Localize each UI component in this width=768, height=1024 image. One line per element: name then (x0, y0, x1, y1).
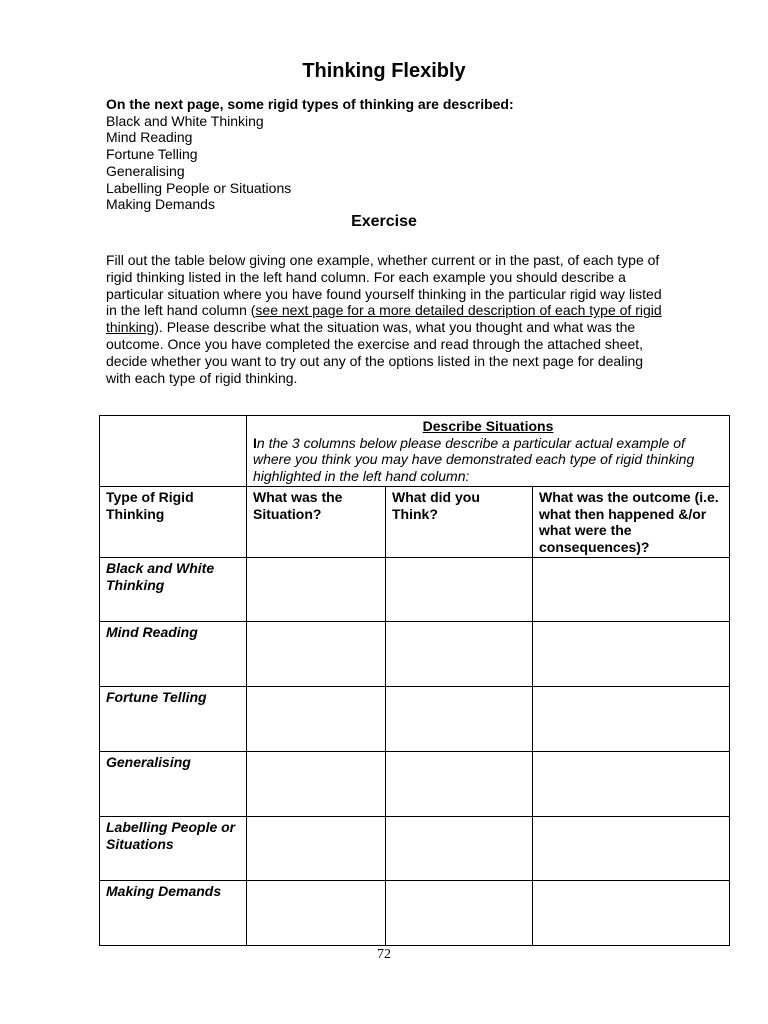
situation-cell[interactable] (247, 622, 386, 687)
instructions-text: ). Please describe what the situation was, what you thought and what was the outcome. Once you have completed the exercise and read through the attached sheet, decide whether you want to try out any of the options listed in the next page for dealing with each type of rigid thinking. (106, 319, 644, 386)
think-cell[interactable] (386, 817, 533, 881)
think-cell[interactable] (386, 752, 533, 817)
header-type: Type of Rigid Thinking (100, 487, 247, 558)
row-label: Generalising (100, 752, 247, 817)
think-cell[interactable] (386, 687, 533, 752)
next-page-reference: see next page for a more detailed description of each type of rigid thinking (106, 302, 662, 336)
outcome-cell[interactable] (533, 687, 730, 752)
row-label: Black and White Thinking (100, 558, 247, 622)
situation-cell[interactable] (247, 687, 386, 752)
think-cell[interactable] (386, 622, 533, 687)
situation-cell[interactable] (247, 881, 386, 946)
describe-body: n the 3 columns below please describe a particular actual example of where you think you may have demonstrated each type of rigid thinking highlighted in the left hand column: (253, 434, 695, 484)
outcome-cell[interactable] (533, 817, 730, 881)
describe-situations-title: Describe Situations (422, 418, 554, 434)
table-row (100, 687, 730, 752)
table-row (100, 558, 730, 622)
header-think: What did you Think? (386, 487, 533, 558)
intro-lead: On the next page, some rigid types of thinking are described: (106, 96, 514, 112)
situation-cell[interactable] (247, 558, 386, 622)
outcome-cell[interactable] (533, 881, 730, 946)
intro-section (106, 96, 706, 213)
rigid-thinking-table (99, 415, 730, 946)
instructions-text: Fill out the table below giving one example, whether current or in the past, of each type of rigid thinking listed in the left hand column. For each example you should describe a particular situation where you have found yourself thinking in the particular rigid way listed in the left hand column ( (106, 252, 662, 319)
rigid-type-item: Labelling People or Situations (106, 179, 292, 196)
page-title: Thinking Flexibly (302, 60, 466, 82)
table-corner-cell (100, 416, 247, 487)
row-label: Making Demands (100, 881, 247, 946)
header-outcome: What was the outcome (i.e. what then happened &/or what were the consequences)? (533, 487, 730, 558)
rigid-type-item: Fortune Telling (106, 146, 198, 163)
rigid-type-item: Making Demands (106, 196, 215, 213)
row-label: Labelling People or Situations (100, 817, 247, 881)
situation-cell[interactable] (247, 752, 386, 817)
describe-first-letter: I (253, 434, 257, 451)
row-label: Mind Reading (100, 622, 247, 687)
table-row (100, 881, 730, 946)
describe-situations-cell (247, 416, 730, 487)
outcome-cell[interactable] (533, 752, 730, 817)
rigid-type-item: Black and White Thinking (106, 112, 264, 129)
rigid-types-list (106, 113, 706, 213)
row-label: Fortune Telling (100, 687, 247, 752)
page-number: 72 (377, 947, 391, 962)
exercise-heading: Exercise (351, 213, 417, 230)
outcome-cell[interactable] (533, 558, 730, 622)
rigid-type-item: Generalising (106, 162, 185, 179)
rigid-type-item: Mind Reading (106, 129, 193, 146)
outcome-cell[interactable] (533, 622, 730, 687)
describe-situations-text (253, 435, 723, 485)
table-row (100, 817, 730, 881)
table-row (100, 622, 730, 687)
header-situation: What was the Situation? (247, 487, 386, 558)
table-row (100, 752, 730, 817)
situation-cell[interactable] (247, 817, 386, 881)
think-cell[interactable] (386, 881, 533, 946)
exercise-instructions (106, 252, 666, 386)
table-header-row (100, 487, 730, 558)
table-describe-row (100, 416, 730, 487)
think-cell[interactable] (386, 558, 533, 622)
